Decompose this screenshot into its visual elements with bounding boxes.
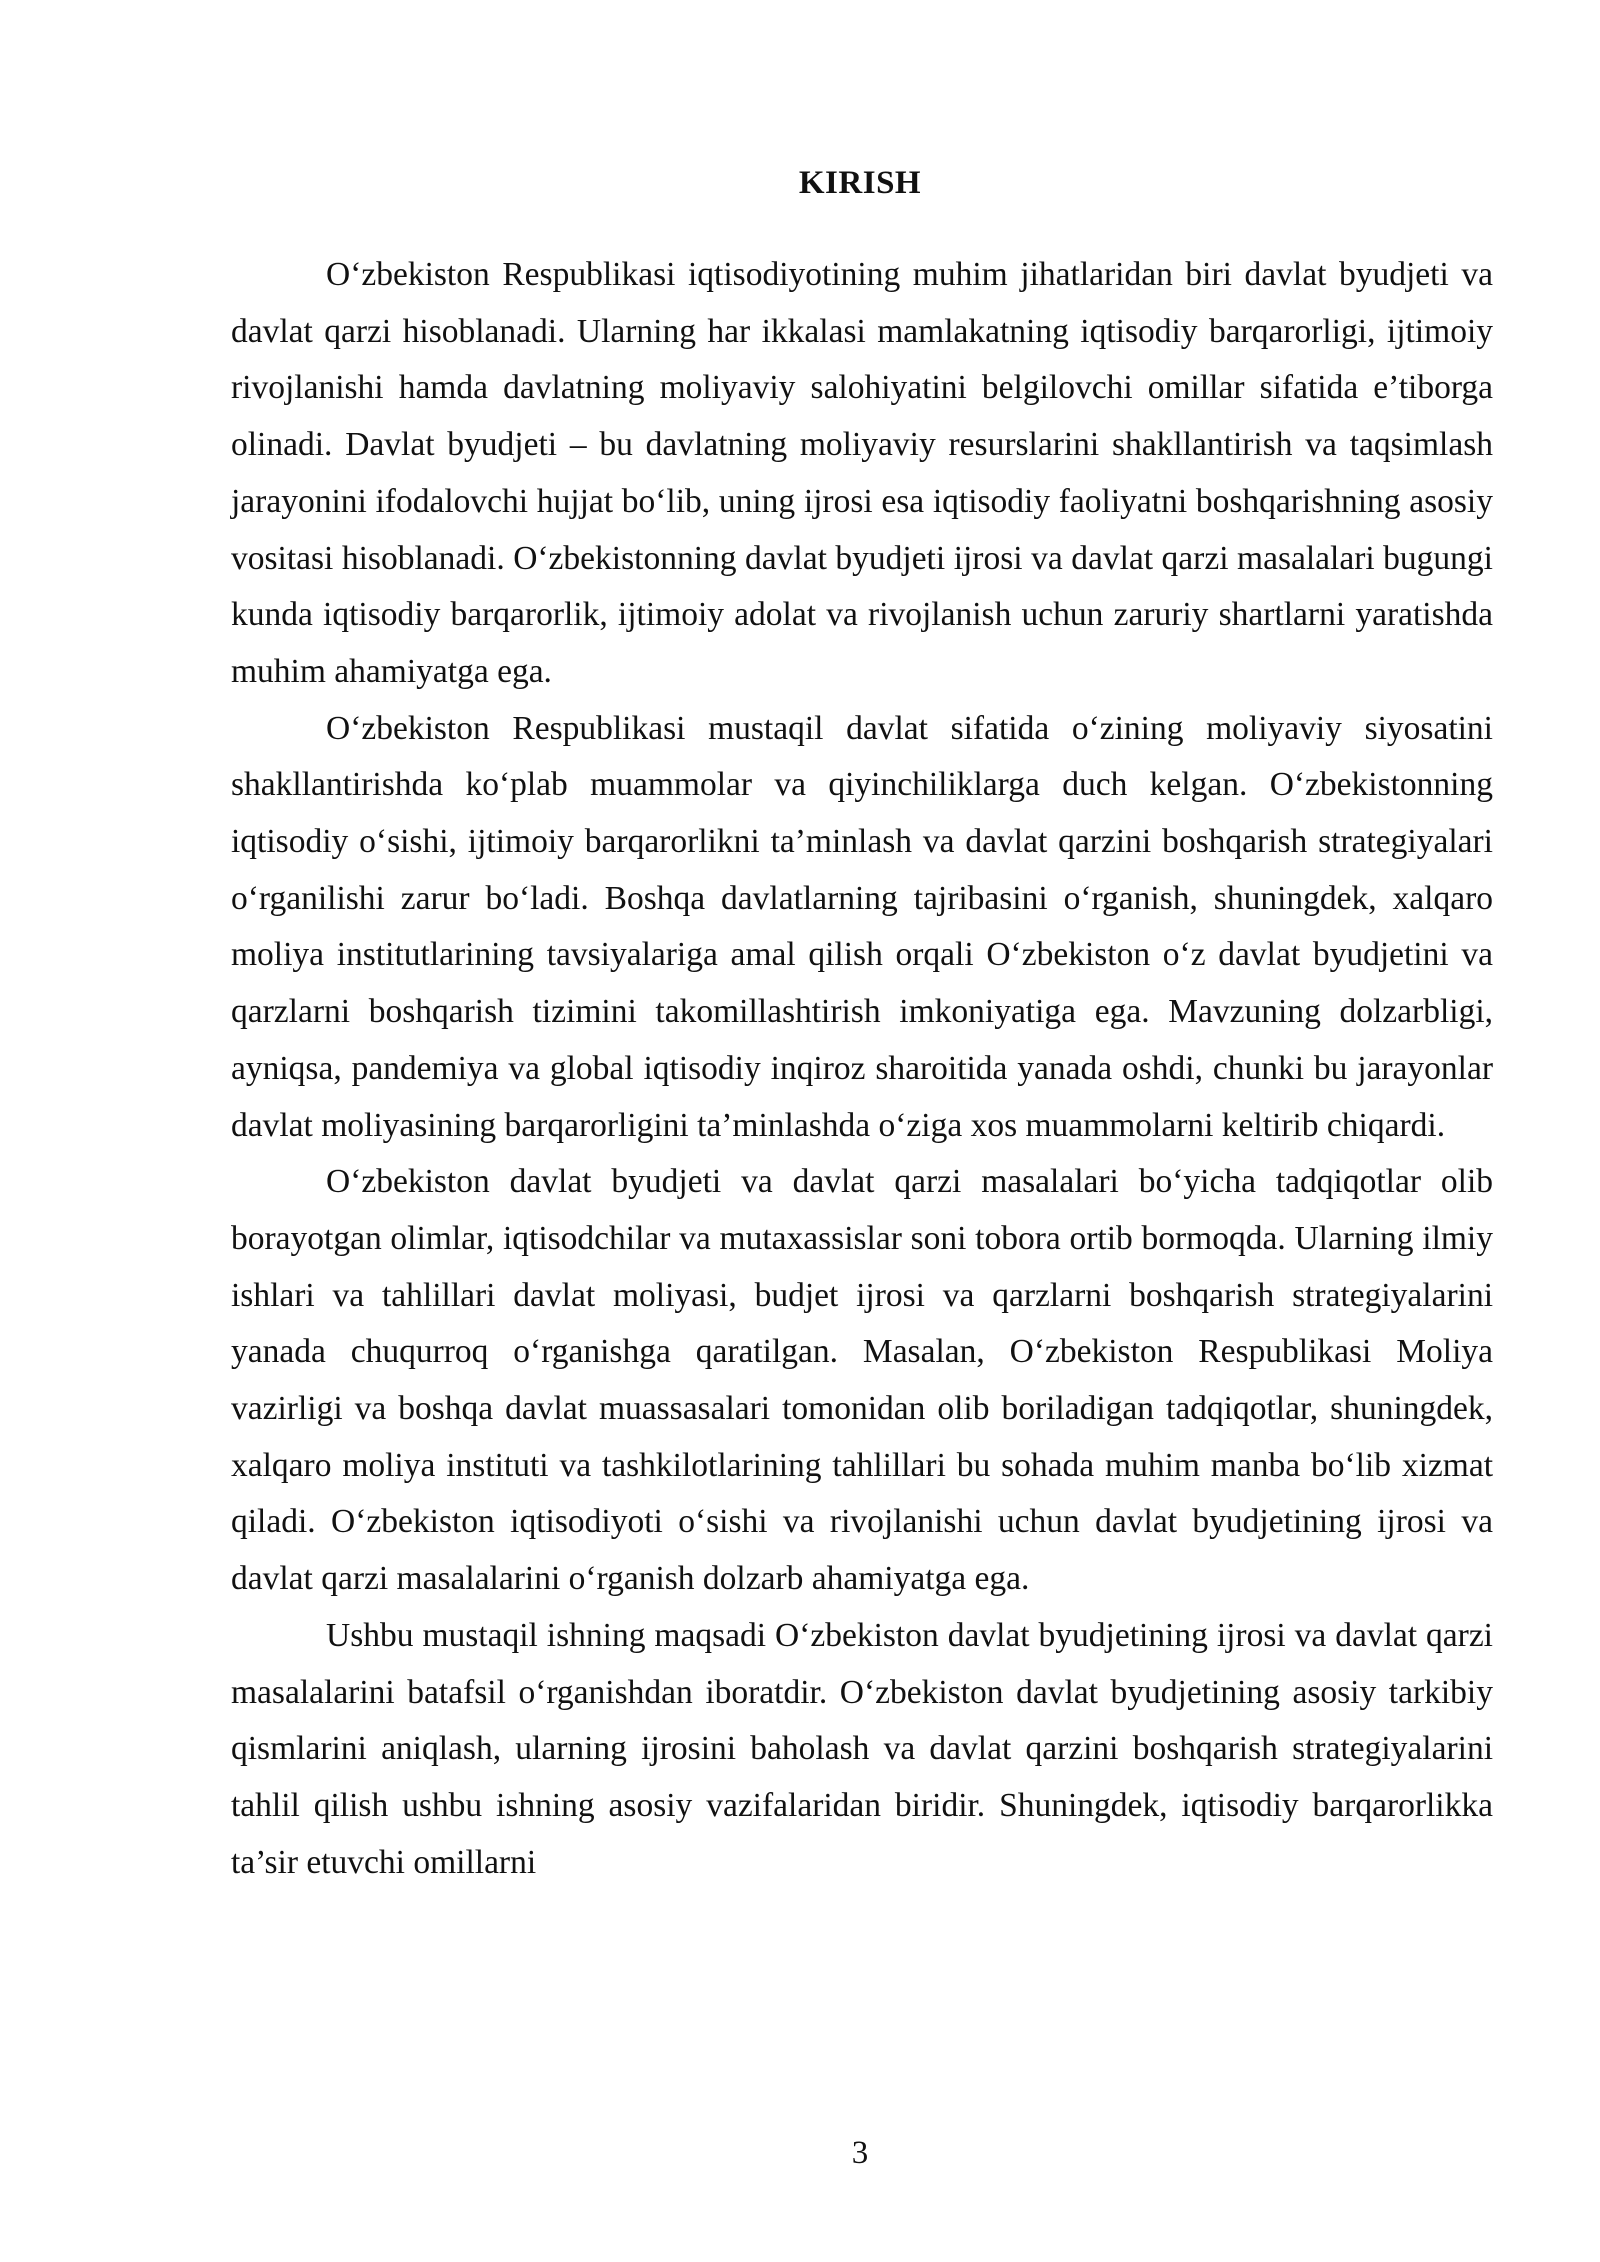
paragraph-4: Ushbu mustaqil ishning maqsadi O‘zbekiston davlat byudjetining ijrosi va davlat qarzi masalalarini batafsil o‘rganishdan iboratdir. O‘zbekiston davlat byudjetining asosiy tarkibiy qismlarini aniqlash, ularning ijrosini baholash va davlat qarzini boshqarish strategiyalarini tahlil qilish ushbu ishning asosiy vazifalaridan biridir. Shuningdek, iqtisodiy barqarorlikka ta’sir etuvchi omillarni: [231, 1616, 1493, 1881]
page-number: 3: [851, 2135, 869, 2171]
body-text: [231, 247, 1493, 1891]
paragraph-3: O‘zbekiston davlat byudjeti va davlat qarzi masalalari bo‘yicha tadqiqotlar olib borayotgan olimlar, iqtisodchilar va mutaxassislar soni tobora ortib bormoqda. Ularning ilmiy ishlari va tahlillari davlat moliyasi, budjet ijrosi va qarzlarni boshqarish strategiyalarini yanada chuqurroq o‘rganishga qaratilgan. Masalan, O‘zbekiston Respublikasi Moliya vazirligi va boshqa davlat muassasalari tomonidan olib boriladigan tadqiqotlar, shuningdek, xalqaro moliya instituti va tashkilotlarining tahlillari bu sohada muhim manba bo‘lib xizmat qiladi. O‘zbekiston iqtisodiyoti o‘sishi va rivojlanishi uchun davlat byudjetining ijrosi va davlat qarzi masalalarini o‘rganish dolzarb ahamiyatga ega.: [231, 1163, 1493, 1598]
section-heading: KIRISH: [798, 165, 922, 201]
paragraph-2: O‘zbekiston Respublikasi mustaqil davlat sifatida o‘zining moliyaviy siyosatini shakllantirishda ko‘plab muammolar va qiyinchiliklarga duch kelgan. O‘zbekistonning iqtisodiy o‘sishi, ijtimoiy barqarorlikni ta’minlash va davlat qarzini boshqarish strategiyalari o‘rganilishi zarur bo‘ladi. Boshqa davlatlarning tajribasini o‘rganish, shuningdek, xalqaro moliya institutlarining tavsiyalariga amal qilish orqali O‘zbekiston o‘z davlat byudjetini va qarzlarni boshqarish tizimini takomillashtirish imkoniyatiga ega. Mavzuning dolzarbligi, ayniqsa, pandemiya va global iqtisodiy inqiroz sharoitida yanada oshdi, chunki bu jarayonlar davlat moliyasining barqarorligini ta’minlashda o‘ziga xos muammolarni keltirib chiqardi.: [231, 709, 1493, 1144]
paragraph-1: O‘zbekiston Respublikasi iqtisodiyotining muhim jihatlaridan biri davlat byudjeti va davlat qarzi hisoblanadi. Ularning har ikkalasi mamlakatning iqtisodiy barqarorligi, ijtimoiy rivojlanishi hamda davlatning moliyaviy salohiyatini belgilovchi omillar sifatida e’tiborga olinadi. Davlat byudjeti – bu davlatning moliyaviy resurslarini shakllantirish va taqsimlash jarayonini ifodalovchi hujjat bo‘lib, uning ijrosi esa iqtisodiy faoliyatni boshqarishning asosiy vositasi hisoblanadi. O‘zbekistonning davlat byudjeti ijrosi va davlat qarzi masalalari bugungi kunda iqtisodiy barqarorlik, ijtimoiy adolat va rivojlanish uchun zaruriy shartlarni yaratishda muhim ahamiyatga ega.: [231, 256, 1493, 690]
